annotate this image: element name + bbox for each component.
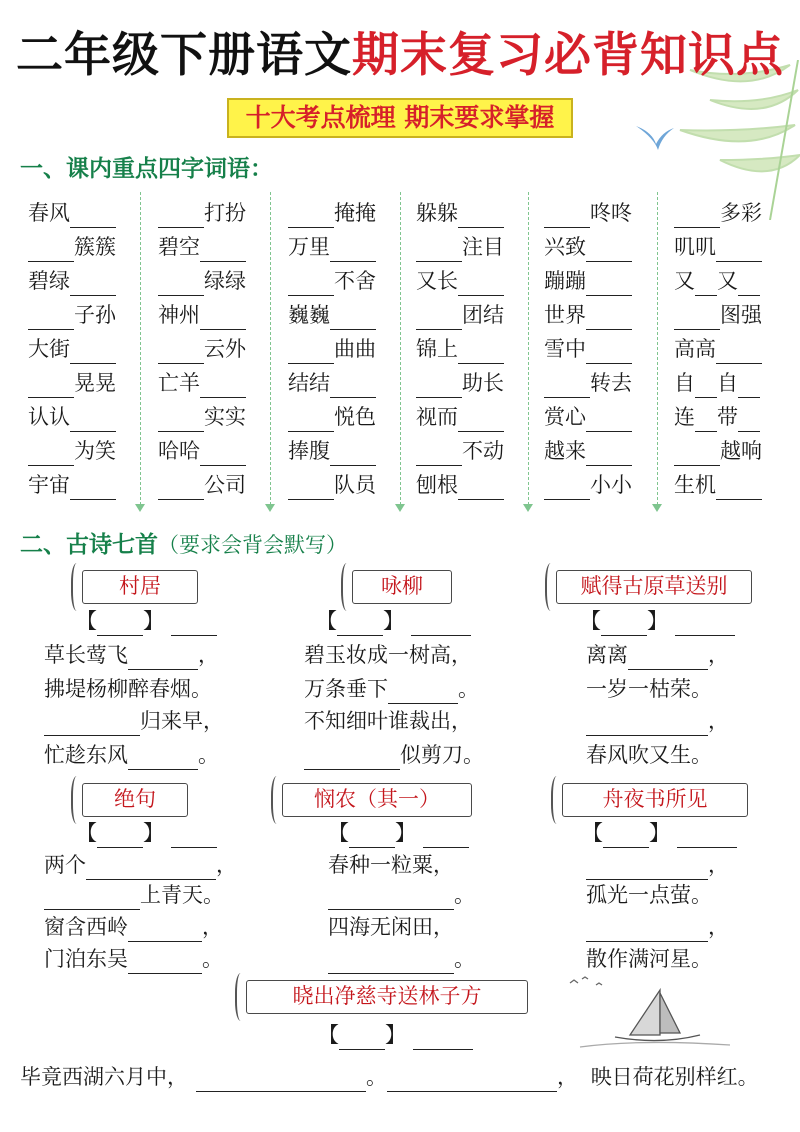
- vocab-item[interactable]: [674, 470, 762, 500]
- vocab-word: 小小: [590, 473, 632, 497]
- vocab-item[interactable]: [416, 368, 504, 398]
- poem-line: ，: [586, 706, 729, 736]
- vocab-item[interactable]: [28, 266, 116, 296]
- poem-line: 草长莺飞 ，: [44, 640, 219, 670]
- vocab-word: 悦色: [334, 405, 376, 429]
- vocab-item[interactable]: [288, 334, 376, 364]
- vocab-item[interactable]: [544, 198, 632, 228]
- vocab-word: 巍巍: [288, 303, 330, 327]
- vocab-item[interactable]: [544, 232, 632, 262]
- vocab-item[interactable]: [288, 266, 376, 296]
- vocab-item[interactable]: [544, 470, 632, 500]
- vocab-word: 躲躲: [416, 201, 458, 225]
- vocab-word: 越响: [720, 439, 762, 463]
- vocab-item[interactable]: [158, 232, 246, 262]
- vocab-word: 认认: [28, 405, 70, 429]
- vocab-word: 掩掩: [334, 201, 376, 225]
- author-blank[interactable]: 【 】: [76, 818, 217, 848]
- vocab-item[interactable]: [28, 436, 116, 466]
- section-1-heading: 一、课内重点四字词语：: [20, 155, 273, 182]
- poem-line: 不知细叶谁裁出，: [304, 709, 472, 733]
- poem-title-text: 舟夜书所见: [602, 787, 708, 811]
- vocab-word: 宇宙: [28, 473, 70, 497]
- vocab-item[interactable]: [158, 368, 246, 398]
- vocab-word: 不舍: [334, 269, 376, 293]
- vocab-word: 多彩: [720, 201, 762, 225]
- vocab-item[interactable]: [28, 402, 116, 432]
- vocab-word: 视而: [416, 405, 458, 429]
- poem-line: 窗含西岭 ，: [44, 912, 223, 942]
- vocab-item[interactable]: [28, 368, 116, 398]
- vocab-item[interactable]: [158, 436, 246, 466]
- vocab-item[interactable]: [544, 368, 632, 398]
- column-divider: [140, 192, 141, 510]
- vocab-word: 碧空: [158, 235, 200, 259]
- vocab-word: 打扮: [204, 201, 246, 225]
- vocab-item[interactable]: [288, 436, 376, 466]
- vocab-item[interactable]: [28, 300, 116, 330]
- poem-title-xiaochu: [246, 980, 528, 1014]
- poem-line: 归来早，: [44, 706, 224, 736]
- vocab-item[interactable]: [416, 232, 504, 262]
- vocab-item[interactable]: [288, 368, 376, 398]
- vocab-word: 亡羊: [158, 371, 200, 395]
- poem-line: 上青天。: [44, 880, 224, 910]
- vocab-item[interactable]: [544, 334, 632, 364]
- poem-title-text: 悯农（其一）: [314, 787, 440, 811]
- vocab-item[interactable]: [158, 266, 246, 296]
- vocab-word: 咚咚: [590, 201, 632, 225]
- poem-line: 碧玉妆成一树高，: [304, 643, 472, 667]
- swallow-bird-icon: [632, 118, 676, 158]
- author-blank[interactable]: 【 】: [76, 606, 217, 636]
- poem-title-jueju: [82, 783, 188, 817]
- vocab-word: 转去: [590, 371, 632, 395]
- poem-line: 门泊东吴 。: [44, 944, 223, 974]
- title-part1: 二年级下册语文: [16, 28, 352, 83]
- vocab-item[interactable]: [288, 232, 376, 262]
- vocab-word: 神州: [158, 303, 200, 327]
- vocab-item[interactable]: [158, 402, 246, 432]
- poem-line: 离离 ，: [586, 640, 729, 670]
- vocab-word: 蹦蹦: [544, 269, 586, 293]
- vocab-item[interactable]: [288, 198, 376, 228]
- vocab-word: 赏心: [544, 405, 586, 429]
- poem-title-zhouye: [562, 783, 748, 817]
- vocab-item[interactable]: [416, 300, 504, 330]
- poem-title-text: 晓出净慈寺送林子方: [292, 984, 482, 1008]
- vocab-word: 高高: [674, 337, 716, 361]
- vocab-item[interactable]: [416, 334, 504, 364]
- vocab-word: 世界: [544, 303, 586, 327]
- vocab-item[interactable]: [544, 266, 632, 296]
- section-2-heading: [20, 526, 347, 559]
- poem-line: 一岁一枯荣。: [586, 677, 712, 701]
- poem-line: ，: [586, 850, 729, 880]
- vocab-item[interactable]: [416, 470, 504, 500]
- vocab-word: 云外: [204, 337, 246, 361]
- poem-line: 忙趁东风 。: [44, 740, 219, 770]
- vocab-word: 碧绿: [28, 269, 70, 293]
- vocab-word: 自: [717, 371, 738, 395]
- author-blank[interactable]: 【 】: [580, 606, 735, 636]
- column-divider: [657, 192, 658, 510]
- vocab-word: 刨根: [416, 473, 458, 497]
- vocab-word: 结结: [288, 371, 330, 395]
- poem-line: 孤光一点萤。: [586, 883, 712, 907]
- vocab-item[interactable]: [28, 232, 116, 262]
- vocab-item[interactable]: [288, 402, 376, 432]
- vocab-word: 万里: [288, 235, 330, 259]
- vocab-item[interactable]: [674, 436, 762, 466]
- vocab-item[interactable]: [416, 436, 504, 466]
- vocab-item[interactable]: [288, 300, 376, 330]
- poem-title-text: 绝句: [114, 787, 156, 811]
- vocab-item[interactable]: [674, 334, 762, 364]
- poem-line: 。: [328, 944, 475, 974]
- vocab-word: 雪中: [544, 337, 586, 361]
- vocab-word: 自: [674, 371, 695, 395]
- title-part2: 期末复习必背知识点: [352, 28, 784, 83]
- vocab-item[interactable]: [674, 300, 762, 330]
- poem-line: 似剪刀。: [304, 740, 484, 770]
- vocab-word: 叽叽: [674, 235, 716, 259]
- vocab-word: 不动: [462, 439, 504, 463]
- vocab-item[interactable]: [28, 198, 116, 228]
- page-title: [0, 18, 800, 85]
- vocab-item[interactable]: [674, 198, 762, 228]
- vocab-word: 又: [674, 269, 695, 293]
- vocab-item[interactable]: [544, 436, 632, 466]
- vocab-word: 又长: [416, 269, 458, 293]
- poem-line: 四海无闲田，: [328, 915, 454, 939]
- vocab-word: 子孙: [74, 303, 116, 327]
- author-blank[interactable]: 【 】: [582, 818, 737, 848]
- vocab-word: 又: [717, 269, 738, 293]
- vocab-item[interactable]: [674, 368, 760, 398]
- poem-line: 春种一粒粟，: [328, 853, 454, 877]
- section-2-note: （要求会背会默写）: [158, 533, 347, 557]
- vocab-item[interactable]: [28, 470, 116, 500]
- vocab-item[interactable]: [158, 470, 246, 500]
- vocab-item[interactable]: 连 带: [674, 402, 760, 432]
- vocab-word: 队员: [334, 473, 376, 497]
- poem-title-text: 赋得古原草送别: [580, 574, 728, 598]
- column-divider: [528, 192, 529, 510]
- poem-line-xiaochu: 毕竟西湖六月中， 。 ， 映日荷花别样红。: [20, 1062, 759, 1092]
- vocab-word: 春风: [28, 201, 70, 225]
- vocab-item[interactable]: [674, 266, 760, 296]
- author-blank[interactable]: 【 】: [328, 818, 469, 848]
- poem-line: 春风吹又生。: [586, 743, 712, 767]
- vocab-item[interactable]: [544, 300, 632, 330]
- vocab-word: 公司: [204, 473, 246, 497]
- poem-line: 拂堤杨柳醉春烟。: [44, 677, 212, 701]
- vocab-item[interactable]: [158, 198, 246, 228]
- vocab-item[interactable]: [158, 300, 246, 330]
- column-divider: [400, 192, 401, 510]
- vocab-item[interactable]: [674, 232, 762, 262]
- vocab-word: 生机: [674, 473, 716, 497]
- vocab-word: 连: [674, 405, 695, 429]
- vocab-word: 曲曲: [334, 337, 376, 361]
- sailboat-ink-icon: [560, 975, 740, 1055]
- vocab-word: 图强: [720, 303, 762, 327]
- vocab-word: 为笑: [74, 439, 116, 463]
- author-blank[interactable]: 【 】: [316, 606, 471, 636]
- vocab-item[interactable]: [28, 334, 116, 364]
- poem-line: 。: [328, 880, 475, 910]
- poem-line: 散作满河星。: [586, 947, 712, 971]
- vocab-word: 捧腹: [288, 439, 330, 463]
- subtitle-banner: 十大考点梳理 期末要求掌握: [227, 98, 573, 138]
- poem-line: ，: [586, 912, 729, 942]
- vocab-word: 实实: [204, 405, 246, 429]
- vocab-word: 哈哈: [158, 439, 200, 463]
- vocab-item[interactable]: [288, 470, 376, 500]
- vocab-word: 团结: [462, 303, 504, 327]
- poem-line: 两个 ，: [44, 850, 237, 880]
- poem-title-minnong: [282, 783, 472, 817]
- vocab-word: 锦上: [416, 337, 458, 361]
- vocab-item[interactable]: [158, 334, 246, 364]
- vocab-word: 大街: [28, 337, 70, 361]
- vocab-word: 簇簇: [74, 235, 116, 259]
- column-divider: [270, 192, 271, 510]
- vocab-word: 助长: [462, 371, 504, 395]
- section-2-title: 二、古诗七首: [20, 531, 158, 558]
- vocab-item[interactable]: [416, 402, 504, 432]
- poem-line: 万条垂下 。: [304, 674, 479, 704]
- vocab-word: 绿绿: [204, 269, 246, 293]
- vocab-word: 兴致: [544, 235, 586, 259]
- vocab-word: 晃晃: [74, 371, 116, 395]
- poem-title-yongliu: [352, 570, 452, 604]
- vocab-item[interactable]: [416, 266, 504, 296]
- poem-title-text: 咏柳: [381, 574, 423, 598]
- vocab-item[interactable]: [544, 402, 632, 432]
- poem-title-text: 村居: [119, 574, 161, 598]
- vocab-item[interactable]: [416, 198, 504, 228]
- poem-title-cunju: [82, 570, 198, 604]
- vocab-word: 注目: [462, 235, 504, 259]
- vocab-word: 越来: [544, 439, 586, 463]
- poem-title-fude: [556, 570, 752, 604]
- author-blank[interactable]: 【 】: [318, 1020, 473, 1050]
